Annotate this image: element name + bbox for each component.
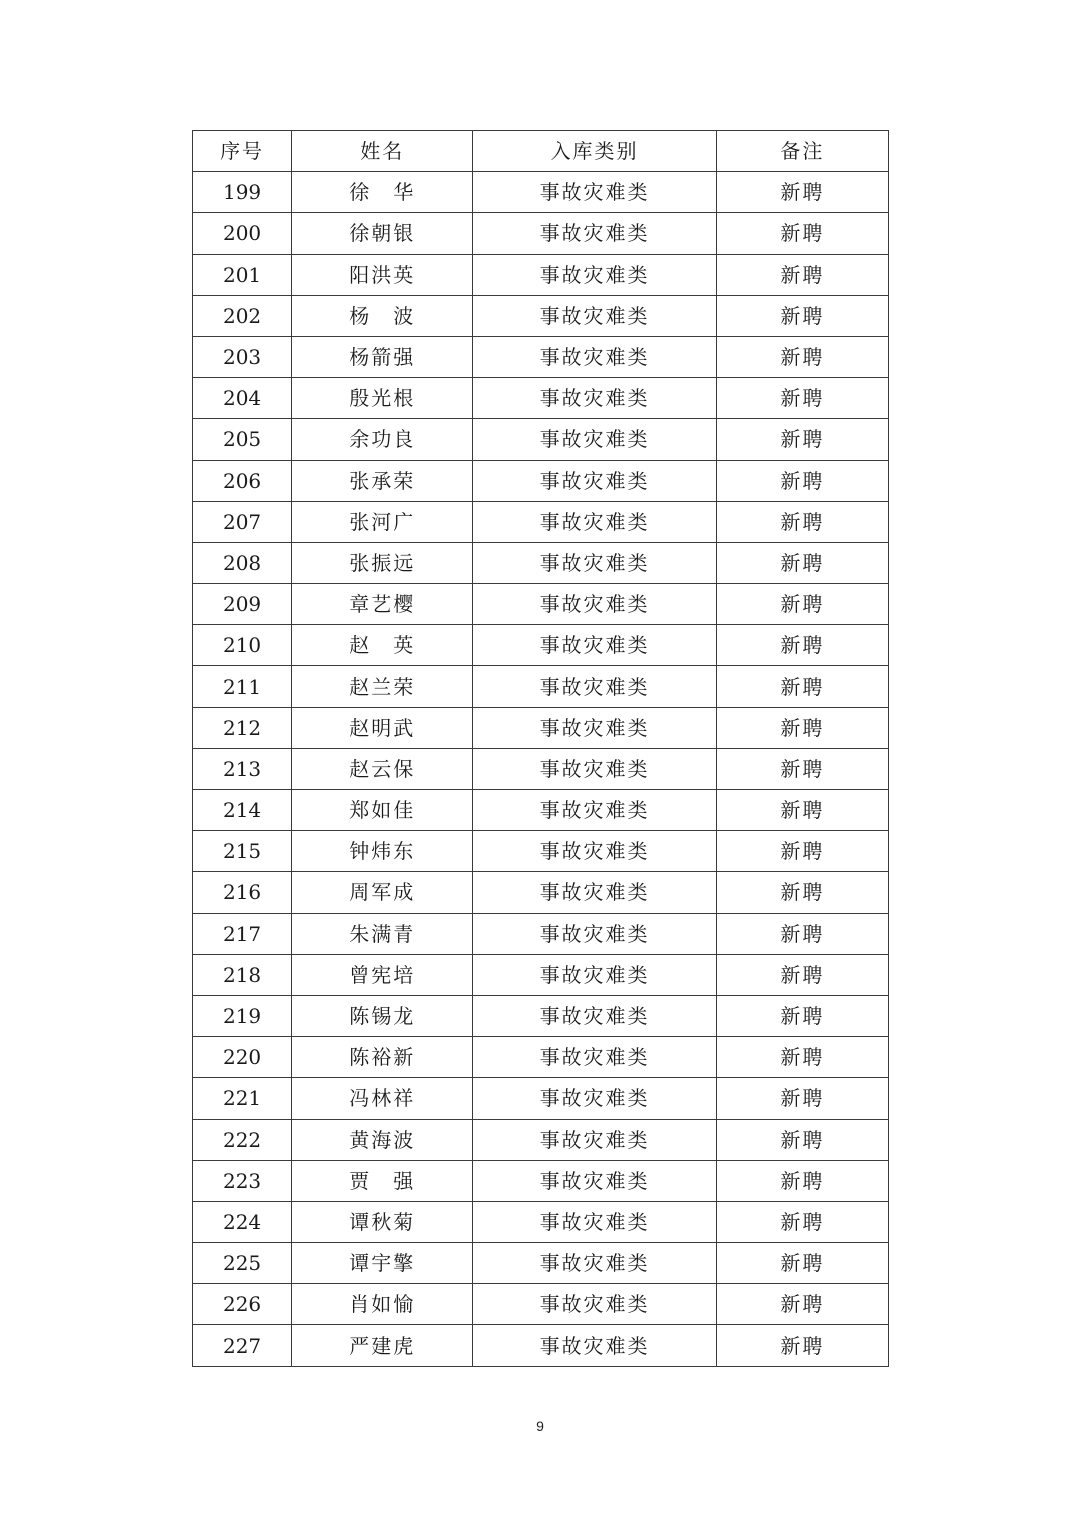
- cell-name: 徐 华: [292, 172, 473, 213]
- cell-name: 黄海波: [292, 1119, 473, 1160]
- cell-remarks: 新聘: [716, 1119, 888, 1160]
- cell-remarks: 新聘: [716, 419, 888, 460]
- cell-name: 陈锡龙: [292, 995, 473, 1036]
- cell-category: 事故灾难类: [473, 1078, 716, 1119]
- cell-category: 事故灾难类: [473, 1201, 716, 1242]
- cell-category: 事故灾难类: [473, 707, 716, 748]
- cell-category: 事故灾难类: [473, 748, 716, 789]
- cell-remarks: 新聘: [716, 707, 888, 748]
- cell-category: 事故灾难类: [473, 501, 716, 542]
- cell-serial-number: 199: [193, 172, 292, 213]
- table-row: [193, 542, 889, 583]
- cell-remarks: 新聘: [716, 1160, 888, 1201]
- cell-remarks: 新聘: [716, 542, 888, 583]
- table-header-row: [193, 131, 889, 172]
- cell-serial-number: 205: [193, 419, 292, 460]
- cell-category: 事故灾难类: [473, 213, 716, 254]
- table-row: [193, 707, 889, 748]
- cell-remarks: 新聘: [716, 1243, 888, 1284]
- cell-remarks: 新聘: [716, 213, 888, 254]
- cell-category: 事故灾难类: [473, 913, 716, 954]
- cell-category: 事故灾难类: [473, 831, 716, 872]
- cell-name: 陈裕新: [292, 1037, 473, 1078]
- table-row: [193, 1201, 889, 1242]
- cell-name: 赵 英: [292, 625, 473, 666]
- table-row: [193, 460, 889, 501]
- cell-category: 事故灾难类: [473, 1284, 716, 1325]
- table-row: [193, 1243, 889, 1284]
- cell-remarks: 新聘: [716, 1037, 888, 1078]
- cell-remarks: 新聘: [716, 913, 888, 954]
- cell-serial-number: 215: [193, 831, 292, 872]
- cell-serial-number: 203: [193, 336, 292, 377]
- header-remarks: 备注: [716, 131, 888, 172]
- cell-remarks: 新聘: [716, 1078, 888, 1119]
- cell-remarks: 新聘: [716, 460, 888, 501]
- table-row: [193, 378, 889, 419]
- cell-name: 章艺樱: [292, 584, 473, 625]
- table-row: [193, 584, 889, 625]
- cell-name: 赵云保: [292, 748, 473, 789]
- cell-remarks: 新聘: [716, 666, 888, 707]
- cell-name: 周军成: [292, 872, 473, 913]
- cell-remarks: 新聘: [716, 995, 888, 1036]
- table-row: [193, 1160, 889, 1201]
- table-row: [193, 254, 889, 295]
- table-row: [193, 419, 889, 460]
- cell-remarks: 新聘: [716, 1201, 888, 1242]
- table-row: [193, 336, 889, 377]
- cell-serial-number: 224: [193, 1201, 292, 1242]
- cell-name: 殷光根: [292, 378, 473, 419]
- cell-name: 赵兰荣: [292, 666, 473, 707]
- cell-name: 阳洪英: [292, 254, 473, 295]
- cell-name: 杨 波: [292, 295, 473, 336]
- cell-serial-number: 218: [193, 954, 292, 995]
- cell-remarks: 新聘: [716, 172, 888, 213]
- roster-table: [192, 130, 889, 1367]
- cell-category: 事故灾难类: [473, 460, 716, 501]
- cell-serial-number: 210: [193, 625, 292, 666]
- cell-category: 事故灾难类: [473, 1119, 716, 1160]
- cell-name: 冯林祥: [292, 1078, 473, 1119]
- table-row: [193, 1284, 889, 1325]
- cell-remarks: 新聘: [716, 748, 888, 789]
- cell-serial-number: 211: [193, 666, 292, 707]
- table-row: [193, 1325, 889, 1366]
- cell-category: 事故灾难类: [473, 172, 716, 213]
- cell-remarks: 新聘: [716, 295, 888, 336]
- table-row: [193, 872, 889, 913]
- cell-serial-number: 209: [193, 584, 292, 625]
- cell-category: 事故灾难类: [473, 254, 716, 295]
- cell-serial-number: 219: [193, 995, 292, 1036]
- cell-serial-number: 202: [193, 295, 292, 336]
- cell-serial-number: 204: [193, 378, 292, 419]
- cell-category: 事故灾难类: [473, 336, 716, 377]
- table-row: [193, 1119, 889, 1160]
- table-body: [193, 172, 889, 1366]
- cell-remarks: 新聘: [716, 378, 888, 419]
- cell-name: 张河广: [292, 501, 473, 542]
- table-row: [193, 748, 889, 789]
- cell-category: 事故灾难类: [473, 872, 716, 913]
- table-row: [193, 172, 889, 213]
- cell-name: 张振远: [292, 542, 473, 583]
- cell-name: 肖如愉: [292, 1284, 473, 1325]
- header-name: 姓名: [292, 131, 473, 172]
- cell-remarks: 新聘: [716, 254, 888, 295]
- header-serial-number: 序号: [193, 131, 292, 172]
- cell-category: 事故灾难类: [473, 1243, 716, 1284]
- table-row: [193, 995, 889, 1036]
- cell-serial-number: 208: [193, 542, 292, 583]
- cell-category: 事故灾难类: [473, 584, 716, 625]
- cell-serial-number: 223: [193, 1160, 292, 1201]
- cell-serial-number: 206: [193, 460, 292, 501]
- cell-category: 事故灾难类: [473, 378, 716, 419]
- cell-name: 贾 强: [292, 1160, 473, 1201]
- cell-name: 郑如佳: [292, 790, 473, 831]
- cell-serial-number: 213: [193, 748, 292, 789]
- cell-remarks: 新聘: [716, 954, 888, 995]
- cell-remarks: 新聘: [716, 336, 888, 377]
- table-row: [193, 295, 889, 336]
- cell-serial-number: 217: [193, 913, 292, 954]
- cell-serial-number: 200: [193, 213, 292, 254]
- cell-name: 朱满青: [292, 913, 473, 954]
- cell-name: 谭秋菊: [292, 1201, 473, 1242]
- cell-serial-number: 201: [193, 254, 292, 295]
- cell-category: 事故灾难类: [473, 1160, 716, 1201]
- cell-category: 事故灾难类: [473, 625, 716, 666]
- table-row: [193, 954, 889, 995]
- cell-name: 余功良: [292, 419, 473, 460]
- cell-category: 事故灾难类: [473, 542, 716, 583]
- table-row: [193, 213, 889, 254]
- cell-remarks: 新聘: [716, 872, 888, 913]
- cell-serial-number: 226: [193, 1284, 292, 1325]
- cell-remarks: 新聘: [716, 1284, 888, 1325]
- table-row: [193, 790, 889, 831]
- cell-serial-number: 225: [193, 1243, 292, 1284]
- cell-category: 事故灾难类: [473, 790, 716, 831]
- cell-category: 事故灾难类: [473, 1037, 716, 1078]
- table-row: [193, 1078, 889, 1119]
- cell-serial-number: 220: [193, 1037, 292, 1078]
- cell-serial-number: 212: [193, 707, 292, 748]
- cell-category: 事故灾难类: [473, 666, 716, 707]
- cell-remarks: 新聘: [716, 831, 888, 872]
- table-row: [193, 831, 889, 872]
- cell-name: 赵明武: [292, 707, 473, 748]
- cell-name: 杨箭强: [292, 336, 473, 377]
- cell-serial-number: 216: [193, 872, 292, 913]
- cell-serial-number: 227: [193, 1325, 292, 1366]
- cell-name: 谭宇擎: [292, 1243, 473, 1284]
- cell-category: 事故灾难类: [473, 295, 716, 336]
- cell-name: 严建虎: [292, 1325, 473, 1366]
- table-row: [193, 666, 889, 707]
- cell-name: 钟炜东: [292, 831, 473, 872]
- cell-category: 事故灾难类: [473, 419, 716, 460]
- cell-category: 事故灾难类: [473, 995, 716, 1036]
- cell-remarks: 新聘: [716, 1325, 888, 1366]
- table-row: [193, 625, 889, 666]
- cell-category: 事故灾难类: [473, 954, 716, 995]
- table-row: [193, 913, 889, 954]
- cell-remarks: 新聘: [716, 501, 888, 542]
- cell-remarks: 新聘: [716, 625, 888, 666]
- cell-name: 徐朝银: [292, 213, 473, 254]
- cell-serial-number: 221: [193, 1078, 292, 1119]
- table-row: [193, 1037, 889, 1078]
- cell-name: 曾宪培: [292, 954, 473, 995]
- cell-serial-number: 214: [193, 790, 292, 831]
- cell-serial-number: 222: [193, 1119, 292, 1160]
- cell-remarks: 新聘: [716, 790, 888, 831]
- header-category: 入库类别: [473, 131, 716, 172]
- cell-category: 事故灾难类: [473, 1325, 716, 1366]
- cell-remarks: 新聘: [716, 584, 888, 625]
- page-number: 9: [536, 1418, 544, 1434]
- table-row: [193, 501, 889, 542]
- cell-name: 张承荣: [292, 460, 473, 501]
- cell-serial-number: 207: [193, 501, 292, 542]
